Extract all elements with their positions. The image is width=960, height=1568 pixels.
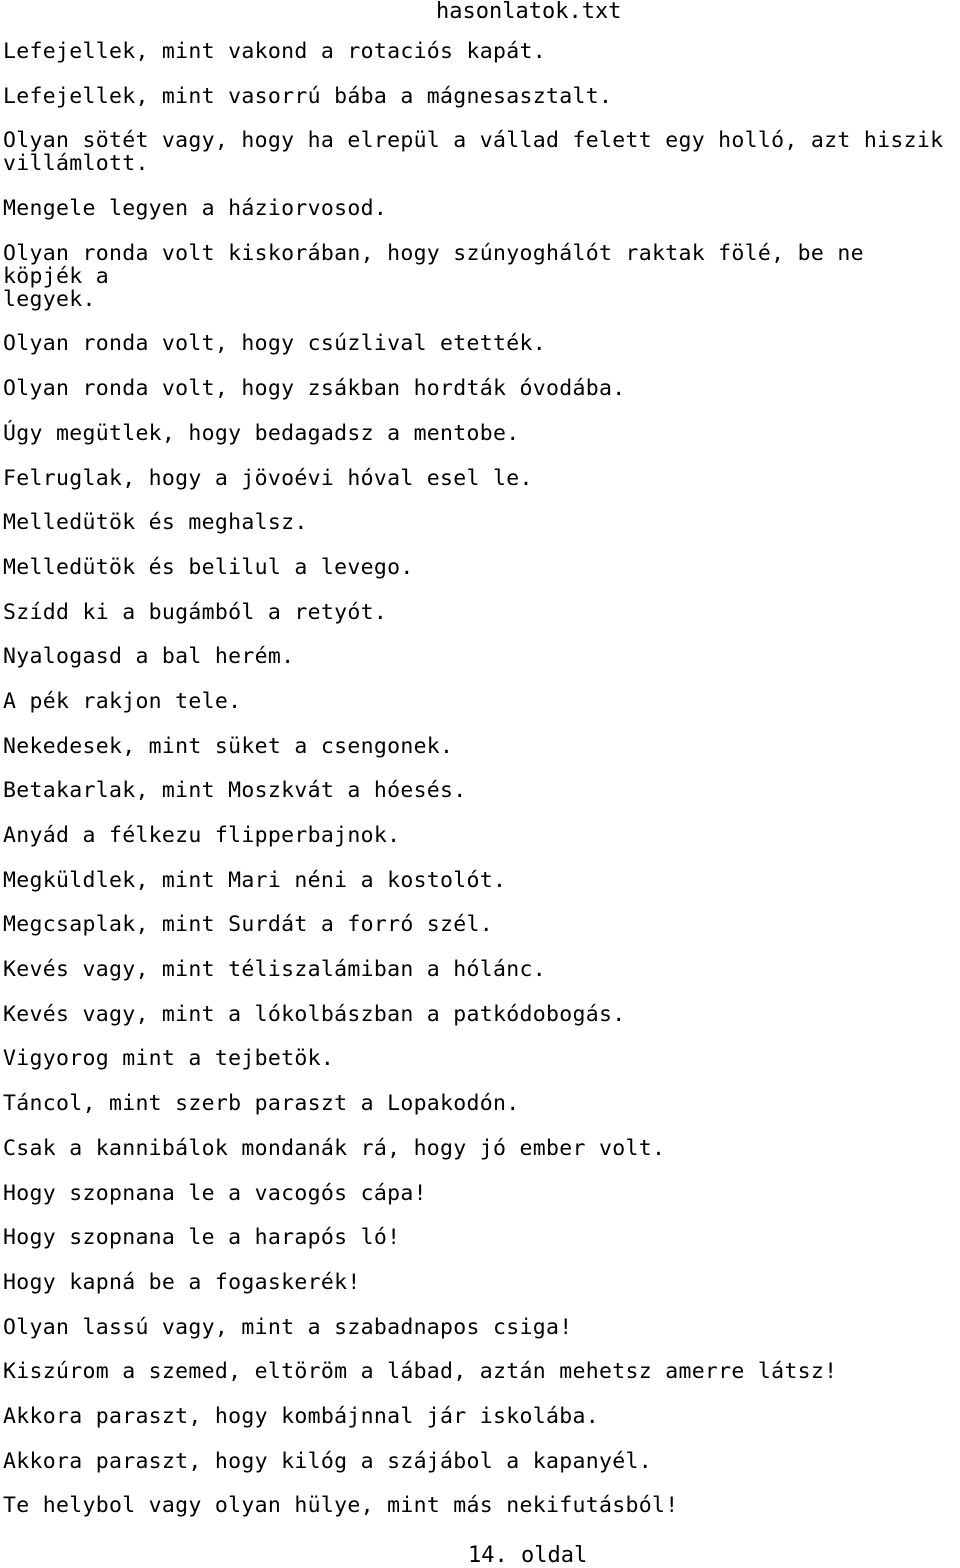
page-number: 14. oldal (468, 1543, 588, 1568)
text-line: Úgy megütlek, hogy bedagadsz a mentobe. (3, 420, 520, 446)
text-line: Kiszúrom a szemed, eltöröm a lábad, aztán mehetsz amerre látsz! (3, 1359, 838, 1385)
text-line: Olyan ronda volt kiskorában, hogy szúnyoghálót raktak fölé, be ne köpjék a legyek. (3, 240, 864, 312)
text-line: Nekedesek, mint süket a csengonek. (3, 733, 454, 759)
text-line: Olyan ronda volt, hogy csúzlival etették. (3, 331, 547, 357)
document-title: hasonlatok.txt (436, 0, 622, 24)
text-line: Kevés vagy, mint a lókolbászban a patkódobogás. (3, 1001, 626, 1027)
text-line: Vigyorog mint a tejbetök. (3, 1046, 335, 1072)
text-line: Akkora paraszt, hogy kombájnnal jár iskolába. (3, 1403, 599, 1429)
text-line: Lefejellek, mint vasorrú bába a mágnesasztalt. (3, 83, 613, 109)
text-line: Akkora paraszt, hogy kilóg a szájábol a kapanyél. (3, 1448, 652, 1474)
text-line: A pék rakjon tele. (3, 688, 242, 714)
text-lines (3, 40, 958, 1539)
text-line: Olyan lassú vagy, mint a szabadnapos csiga! (3, 1314, 573, 1340)
text-line: Lefejellek, mint vakond a rotaciós kapát. (3, 39, 547, 64)
text-line: Megküldlek, mint Mari néni a kostolót. (3, 867, 507, 893)
text-line: Olyan ronda volt, hogy zsákban hordták óvodába. (3, 376, 626, 402)
text-line: Anyád a félkezu flipperbajnok. (3, 823, 401, 848)
text-line: Hogy kapná be a fogaskerék! (3, 1269, 361, 1295)
text-line: Nyalogasd a bal herém. (3, 644, 295, 670)
text-line: Hogy szopnana le a vacogós cápa! (3, 1180, 427, 1206)
text-line: Szídd ki a bugámból a retyót. (3, 599, 388, 625)
text-line: Te helybol vagy olyan hülye, mint más nekifutásból! (3, 1493, 679, 1519)
text-line: Mengele legyen a háziorvosod. (3, 196, 388, 222)
text-line: Megcsaplak, mint Surdát a forró szél. (3, 912, 494, 938)
text-line: Csak a kannibálok mondanák rá, hogy jó ember volt. (3, 1135, 666, 1161)
text-line: Melledütök és belilul a levego. (3, 554, 414, 580)
text-line: Olyan sötét vagy, hogy ha elrepül a vállad felett egy holló, azt hiszik villámlott. (3, 128, 944, 177)
text-line: Betakarlak, mint Moszkvát a hóesés. (3, 778, 467, 804)
text-line: Melledütök és meghalsz. (3, 510, 308, 536)
text-line: Táncol, mint szerb paraszt a Lopakodón. (3, 1091, 520, 1117)
text-line: Kevés vagy, mint téliszalámiban a hólánc. (3, 957, 547, 983)
text-line: Felruglak, hogy a jövoévi hóval esel le. (3, 465, 533, 491)
text-line: Hogy szopnana le a harapós ló! (3, 1225, 401, 1251)
